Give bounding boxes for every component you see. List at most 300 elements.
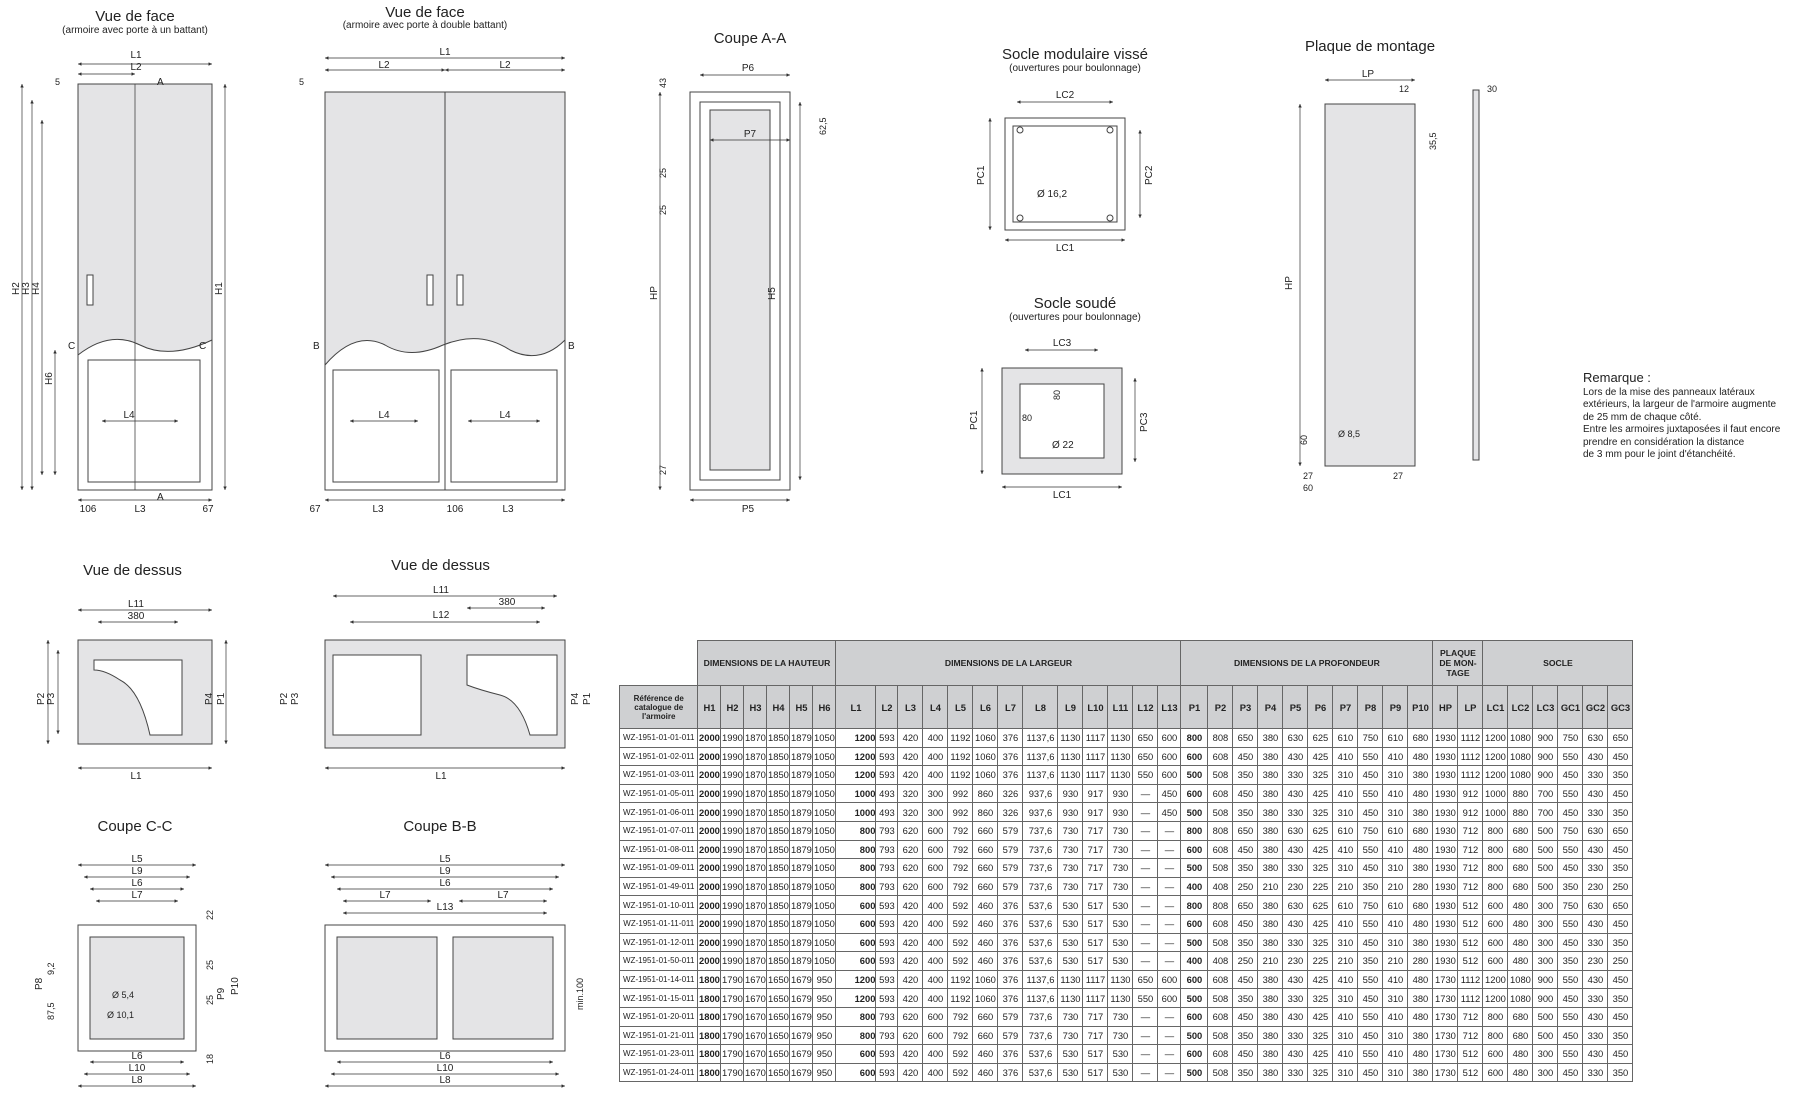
catalog-reference-cell: WZ-1951-01-11-011 bbox=[620, 914, 698, 933]
table-cell: 1137,6 bbox=[1023, 989, 1058, 1008]
dim-P9: P9 bbox=[216, 987, 227, 1000]
table-cell: 2000 bbox=[698, 803, 721, 822]
table-cell: 380 bbox=[1258, 914, 1283, 933]
table-cell: 376 bbox=[998, 989, 1023, 1008]
table-row bbox=[620, 747, 1633, 766]
table-cell: 792 bbox=[948, 821, 973, 840]
table-cell: 550 bbox=[1558, 970, 1583, 989]
dim-L1-top-single: L1 bbox=[130, 771, 142, 782]
dim-27-c: 27 bbox=[1393, 471, 1404, 481]
table-cell: 550 bbox=[1558, 784, 1583, 803]
table-cell: 425 bbox=[1308, 914, 1333, 933]
table-row bbox=[620, 803, 1633, 822]
table-cell: 420 bbox=[898, 933, 923, 952]
table-cell: 1080 bbox=[1508, 970, 1533, 989]
table-cell: 380 bbox=[1258, 766, 1283, 785]
table-cell: 1050 bbox=[813, 821, 836, 840]
table-cell: 450 bbox=[1358, 1026, 1383, 1045]
catalog-reference-cell: WZ-1951-01-01-011 bbox=[620, 729, 698, 748]
table-cell: 550 bbox=[1358, 914, 1383, 933]
table-cell: 1790 bbox=[721, 1063, 744, 1082]
table-cell: 717 bbox=[1083, 821, 1108, 840]
table-cell: 900 bbox=[1533, 729, 1558, 748]
table-cell: 917 bbox=[1083, 803, 1108, 822]
table-cell: — bbox=[1158, 840, 1181, 859]
table-cell: 537,6 bbox=[1023, 933, 1058, 952]
table-cell: 230 bbox=[1283, 952, 1308, 971]
catalog-reference-cell: WZ-1951-01-24-011 bbox=[620, 1063, 698, 1082]
dim-P1-single: P1 bbox=[216, 692, 227, 705]
dim-L11-double: L11 bbox=[433, 585, 449, 596]
table-cell: 350 bbox=[1608, 933, 1633, 952]
dim-P3-double: P3 bbox=[290, 692, 301, 705]
table-row bbox=[620, 784, 1633, 803]
table-cell: 793 bbox=[876, 859, 898, 878]
table-row bbox=[620, 914, 1633, 933]
column-header-h2: H2 bbox=[721, 686, 744, 729]
table-cell: 450 bbox=[1358, 766, 1383, 785]
dim-L5-cc: L5 bbox=[131, 854, 143, 865]
table-cell: 1650 bbox=[767, 1026, 790, 1045]
catalog-reference-cell: WZ-1951-01-10-011 bbox=[620, 896, 698, 915]
table-cell: 1200 bbox=[836, 970, 876, 989]
table-cell: 410 bbox=[1333, 1045, 1358, 1064]
table-cell: 517 bbox=[1083, 1063, 1108, 1082]
table-cell: 280 bbox=[1408, 877, 1433, 896]
table-cell: 376 bbox=[998, 747, 1023, 766]
table-cell: 650 bbox=[1233, 821, 1258, 840]
dim-H6: H6 bbox=[44, 372, 55, 385]
table-cell: 630 bbox=[1283, 729, 1308, 748]
table-cell: 730 bbox=[1058, 1007, 1083, 1026]
table-cell: 310 bbox=[1333, 1063, 1358, 1082]
table-cell: 1800 bbox=[698, 989, 721, 1008]
table-cell: 1870 bbox=[744, 896, 767, 915]
table-cell: 450 bbox=[1358, 1063, 1383, 1082]
table-cell: 430 bbox=[1583, 747, 1608, 766]
table-cell: 1080 bbox=[1508, 729, 1533, 748]
table-cell: 500 bbox=[1181, 859, 1208, 878]
column-header-p10: P10 bbox=[1408, 686, 1433, 729]
table-cell: 425 bbox=[1308, 840, 1333, 859]
table-cell: 737,6 bbox=[1023, 1007, 1058, 1026]
table-cell: 950 bbox=[813, 1026, 836, 1045]
table-cell: 600 bbox=[836, 914, 876, 933]
table-cell: 500 bbox=[1533, 821, 1558, 840]
table-cell: 1879 bbox=[790, 821, 813, 840]
table-cell: 320 bbox=[898, 784, 923, 803]
table-cell: 508 bbox=[1208, 1026, 1233, 1045]
table-cell: 593 bbox=[876, 729, 898, 748]
table-cell: 300 bbox=[923, 803, 948, 822]
table-cell: 500 bbox=[1181, 803, 1208, 822]
column-header-l5: L5 bbox=[948, 686, 973, 729]
remark-line: Lors de la mise des panneaux latéraux bbox=[1583, 386, 1755, 398]
table-cell: 1050 bbox=[813, 896, 836, 915]
table-cell: 425 bbox=[1308, 747, 1333, 766]
table-cell: 1112 bbox=[1458, 747, 1483, 766]
table-cell: 537,6 bbox=[1023, 914, 1058, 933]
table-cell: 480 bbox=[1508, 952, 1533, 971]
table-cell: 450 bbox=[1233, 1007, 1258, 1026]
table-cell: 512 bbox=[1458, 933, 1483, 952]
column-header-hp: HP bbox=[1433, 686, 1458, 729]
table-cell: 230 bbox=[1583, 877, 1608, 896]
base-screwed-title: Socle modulaire vissé bbox=[1002, 46, 1148, 63]
table-cell: 550 bbox=[1358, 840, 1383, 859]
table-cell: 579 bbox=[998, 1007, 1023, 1026]
table-cell: 280 bbox=[1408, 952, 1433, 971]
table-cell: 592 bbox=[948, 1045, 973, 1064]
table-cell: 680 bbox=[1508, 859, 1533, 878]
table-cell: — bbox=[1133, 1045, 1158, 1064]
table-cell: 1200 bbox=[1483, 729, 1508, 748]
table-cell: 1670 bbox=[744, 1007, 767, 1026]
table-cell: 1000 bbox=[836, 803, 876, 822]
table-cell: 1050 bbox=[813, 933, 836, 952]
table-cell: 608 bbox=[1208, 840, 1233, 859]
table-cell: 579 bbox=[998, 821, 1023, 840]
table-cell: 1137,6 bbox=[1023, 747, 1058, 766]
table-cell: 460 bbox=[973, 914, 998, 933]
table-cell: 750 bbox=[1558, 896, 1583, 915]
table-cell: 860 bbox=[973, 803, 998, 822]
table-cell: 450 bbox=[1233, 914, 1258, 933]
table-cell: 1850 bbox=[767, 784, 790, 803]
table-cell: 650 bbox=[1133, 747, 1158, 766]
table-cell: 660 bbox=[973, 821, 998, 840]
dim-LC3: LC3 bbox=[1052, 338, 1072, 349]
dim-12: 12 bbox=[1399, 84, 1410, 94]
dim-H3: H3 bbox=[21, 282, 32, 295]
table-cell: 1930 bbox=[1433, 859, 1458, 878]
table-cell: 992 bbox=[948, 784, 973, 803]
table-cell: 930 bbox=[1108, 803, 1133, 822]
table-row bbox=[620, 840, 1633, 859]
table-cell: 450 bbox=[1158, 784, 1181, 803]
table-cell: 1200 bbox=[1483, 989, 1508, 1008]
table-cell: 1192 bbox=[948, 970, 973, 989]
dim-L6-bb-bottom: L6 bbox=[439, 1051, 451, 1062]
table-cell: 608 bbox=[1208, 747, 1233, 766]
table-cell: 793 bbox=[876, 877, 898, 896]
table-cell: 579 bbox=[998, 877, 1023, 896]
table-cell: 230 bbox=[1583, 952, 1608, 971]
table-cell: 376 bbox=[998, 896, 1023, 915]
table-cell: 410 bbox=[1333, 1007, 1358, 1026]
table-cell: 650 bbox=[1608, 896, 1633, 915]
table-cell: 730 bbox=[1108, 877, 1133, 896]
table-row bbox=[620, 877, 1633, 896]
column-header-lc3: LC3 bbox=[1533, 686, 1558, 729]
dim-L1: L1 bbox=[130, 50, 142, 61]
dim-P8: P8 bbox=[34, 977, 45, 990]
table-cell: 630 bbox=[1283, 821, 1308, 840]
table-cell: 450 bbox=[1233, 1045, 1258, 1064]
table-cell: 330 bbox=[1283, 1063, 1308, 1082]
table-cell: 210 bbox=[1383, 952, 1408, 971]
dim-L4-double-right: L4 bbox=[499, 410, 511, 421]
column-header-l8: L8 bbox=[1023, 686, 1058, 729]
table-cell: 480 bbox=[1508, 1063, 1533, 1082]
table-cell: 210 bbox=[1333, 877, 1358, 896]
table-cell: 1870 bbox=[744, 747, 767, 766]
column-header-l7: L7 bbox=[998, 686, 1023, 729]
table-cell: 410 bbox=[1383, 1007, 1408, 1026]
catalog-reference-cell: WZ-1951-01-02-011 bbox=[620, 747, 698, 766]
table-cell: 579 bbox=[998, 859, 1023, 878]
table-cell: 1930 bbox=[1433, 803, 1458, 822]
table-cell: 380 bbox=[1258, 896, 1283, 915]
table-cell: 1930 bbox=[1433, 729, 1458, 748]
table-cell: 2000 bbox=[698, 933, 721, 952]
dim-d16-2: Ø 16,2 bbox=[1037, 189, 1068, 200]
table-cell: 937,6 bbox=[1023, 803, 1058, 822]
table-cell: 1117 bbox=[1083, 989, 1108, 1008]
front-view-double-door bbox=[299, 47, 575, 515]
table-cell: 600 bbox=[1483, 1063, 1508, 1082]
table-cell: 310 bbox=[1383, 766, 1408, 785]
table-cell: 950 bbox=[813, 1063, 836, 1082]
table-cell: 1670 bbox=[744, 1026, 767, 1045]
table-cell: 420 bbox=[898, 1063, 923, 1082]
table-cell: 480 bbox=[1508, 914, 1533, 933]
table-cell: 800 bbox=[1483, 877, 1508, 896]
dim-L7-bb-right: L7 bbox=[497, 890, 509, 901]
table-row bbox=[620, 970, 1633, 989]
table-cell: 550 bbox=[1558, 747, 1583, 766]
table-cell: 210 bbox=[1333, 952, 1358, 971]
column-header-lc1: LC1 bbox=[1483, 686, 1508, 729]
table-cell: 380 bbox=[1258, 1026, 1283, 1045]
dim-18: 18 bbox=[205, 1053, 215, 1064]
table-cell: — bbox=[1158, 877, 1181, 896]
column-header-gc2: GC2 bbox=[1583, 686, 1608, 729]
table-cell: 517 bbox=[1083, 933, 1108, 952]
table-cell: 610 bbox=[1383, 896, 1408, 915]
table-body bbox=[620, 729, 1633, 1082]
table-row bbox=[620, 729, 1633, 748]
table-cell: 517 bbox=[1083, 914, 1108, 933]
section-cc-title: Coupe C-C bbox=[97, 818, 173, 835]
table-cell: 330 bbox=[1283, 803, 1308, 822]
table-cell: 550 bbox=[1133, 989, 1158, 1008]
table-cell: 600 bbox=[923, 1026, 948, 1045]
table-cell: 600 bbox=[836, 896, 876, 915]
table-cell: 326 bbox=[998, 803, 1023, 822]
dim-30: 30 bbox=[1487, 84, 1498, 94]
table-cell: 1870 bbox=[744, 803, 767, 822]
table-cell: 300 bbox=[1533, 1063, 1558, 1082]
table-cell: 480 bbox=[1408, 1045, 1433, 1064]
dim-d5-4: Ø 5,4 bbox=[112, 990, 135, 1000]
table-cell: 750 bbox=[1358, 821, 1383, 840]
table-cell: 600 bbox=[1158, 729, 1181, 748]
table-cell: 376 bbox=[998, 933, 1023, 952]
table-cell: 350 bbox=[1558, 877, 1583, 896]
table-cell: 325 bbox=[1308, 803, 1333, 822]
table-cell: 230 bbox=[1283, 877, 1308, 896]
table-cell: — bbox=[1158, 952, 1181, 971]
table-cell: 530 bbox=[1058, 952, 1083, 971]
table-cell: 650 bbox=[1233, 896, 1258, 915]
table-cell: 400 bbox=[1181, 877, 1208, 896]
table-cell: 1990 bbox=[721, 914, 744, 933]
table-cell: 1850 bbox=[767, 933, 790, 952]
table-cell: 1990 bbox=[721, 840, 744, 859]
table-cell: 380 bbox=[1258, 803, 1283, 822]
table-cell: — bbox=[1133, 784, 1158, 803]
table-cell: 808 bbox=[1208, 896, 1233, 915]
dim-L9-cc: L9 bbox=[131, 866, 143, 877]
table-cell: — bbox=[1133, 877, 1158, 896]
table-cell: 930 bbox=[1058, 803, 1083, 822]
table-cell: 1050 bbox=[813, 840, 836, 859]
table-cell: 900 bbox=[1533, 747, 1558, 766]
table-cell: 792 bbox=[948, 1007, 973, 1026]
table-cell: 550 bbox=[1558, 1007, 1583, 1026]
table-cell: 430 bbox=[1283, 840, 1308, 859]
table-cell: 380 bbox=[1408, 859, 1433, 878]
dim-25-a: 25 bbox=[658, 167, 668, 178]
table-cell: 712 bbox=[1458, 821, 1483, 840]
table-cell: 410 bbox=[1383, 1045, 1408, 1064]
table-cell: 500 bbox=[1533, 1026, 1558, 1045]
table-cell: 530 bbox=[1108, 952, 1133, 971]
table-cell: 712 bbox=[1458, 859, 1483, 878]
table-cell: 300 bbox=[1533, 933, 1558, 952]
dim-L11-single: L11 bbox=[128, 599, 144, 610]
table-cell: 350 bbox=[1608, 803, 1633, 822]
table-cell: 1990 bbox=[721, 784, 744, 803]
column-header-p2: P2 bbox=[1208, 686, 1233, 729]
table-cell: 800 bbox=[836, 821, 876, 840]
dim-PC2: PC2 bbox=[1144, 165, 1155, 185]
table-cell: 1730 bbox=[1433, 1063, 1458, 1082]
table-cell: 325 bbox=[1308, 933, 1333, 952]
table-cell: 430 bbox=[1583, 970, 1608, 989]
table-cell: 593 bbox=[876, 914, 898, 933]
table-cell: 512 bbox=[1458, 914, 1483, 933]
table-cell: 250 bbox=[1233, 877, 1258, 896]
table-cell: 593 bbox=[876, 989, 898, 1008]
table-cell: 310 bbox=[1383, 1063, 1408, 1082]
table-cell: 330 bbox=[1283, 766, 1308, 785]
table-cell: 380 bbox=[1408, 803, 1433, 822]
dim-P6: P6 bbox=[741, 63, 755, 74]
table-cell: 593 bbox=[876, 1063, 898, 1082]
column-header-lp: LP bbox=[1458, 686, 1483, 729]
table-cell: 800 bbox=[1181, 896, 1208, 915]
catalog-reference-cell: WZ-1951-01-49-011 bbox=[620, 877, 698, 896]
table-cell: 210 bbox=[1383, 877, 1408, 896]
table-cell: 430 bbox=[1283, 970, 1308, 989]
table-cell: 300 bbox=[1533, 1045, 1558, 1064]
table-cell: 512 bbox=[1458, 1063, 1483, 1082]
table-cell: 800 bbox=[836, 859, 876, 878]
table-cell: 2000 bbox=[698, 914, 721, 933]
table-cell: 608 bbox=[1208, 1007, 1233, 1026]
table-cell: — bbox=[1133, 840, 1158, 859]
table-row bbox=[620, 1007, 1633, 1026]
table-cell: 410 bbox=[1333, 747, 1358, 766]
table-cell: 460 bbox=[973, 1045, 998, 1064]
table-cell: 1679 bbox=[790, 1026, 813, 1045]
front-single-title: Vue de face bbox=[95, 8, 175, 25]
table-cell: 420 bbox=[898, 1045, 923, 1064]
table-cell: — bbox=[1133, 1026, 1158, 1045]
table-row bbox=[620, 1045, 1633, 1064]
table-cell: 450 bbox=[1608, 1045, 1633, 1064]
column-header-gc3: GC3 bbox=[1608, 686, 1633, 729]
table-cell: 350 bbox=[1233, 766, 1258, 785]
table-cell: 420 bbox=[898, 914, 923, 933]
table-cell: 380 bbox=[1408, 989, 1433, 1008]
table-cell: 1930 bbox=[1433, 747, 1458, 766]
table-cell: 310 bbox=[1333, 859, 1358, 878]
table-cell: 1117 bbox=[1083, 729, 1108, 748]
table-cell: 912 bbox=[1458, 784, 1483, 803]
table-cell: 600 bbox=[923, 1007, 948, 1026]
dim-L6-cc: L6 bbox=[131, 878, 143, 889]
dim-L5-bb: L5 bbox=[439, 854, 451, 865]
table-cell: 410 bbox=[1383, 747, 1408, 766]
table-cell: 950 bbox=[813, 1045, 836, 1064]
table-cell: 500 bbox=[1533, 877, 1558, 896]
table-cell: 730 bbox=[1108, 840, 1133, 859]
table-cell: 1679 bbox=[790, 1045, 813, 1064]
dim-L2: L2 bbox=[130, 62, 142, 73]
table-cell: 1192 bbox=[948, 766, 973, 785]
table-cell: 512 bbox=[1458, 952, 1483, 971]
column-header-h6: H6 bbox=[813, 686, 836, 729]
table-cell: 1200 bbox=[836, 766, 876, 785]
table-cell: 325 bbox=[1308, 1026, 1333, 1045]
table-cell: 310 bbox=[1383, 933, 1408, 952]
table-cell: 480 bbox=[1508, 933, 1533, 952]
table-cell: 1879 bbox=[790, 896, 813, 915]
dim-35-5: 35,5 bbox=[1428, 132, 1438, 150]
catalog-reference-cell: WZ-1951-01-06-011 bbox=[620, 803, 698, 822]
table-cell: 737,6 bbox=[1023, 1026, 1058, 1045]
table-cell: 1080 bbox=[1508, 989, 1533, 1008]
table-cell: 1870 bbox=[744, 933, 767, 952]
column-header-p9: P9 bbox=[1383, 686, 1408, 729]
table-cell: 480 bbox=[1408, 840, 1433, 859]
table-cell: 600 bbox=[836, 933, 876, 952]
table-cell: 1800 bbox=[698, 1026, 721, 1045]
table-cell: 508 bbox=[1208, 989, 1233, 1008]
table-cell: 310 bbox=[1383, 803, 1408, 822]
table-cell: 425 bbox=[1308, 1007, 1333, 1026]
catalog-reference-cell: WZ-1951-01-15-011 bbox=[620, 989, 698, 1008]
table-cell: 680 bbox=[1508, 1026, 1533, 1045]
dim-P4-double: P4 bbox=[570, 692, 581, 705]
table-cell: 1130 bbox=[1058, 970, 1083, 989]
table-cell: 350 bbox=[1358, 877, 1383, 896]
table-cell: 593 bbox=[876, 952, 898, 971]
mounting-plate-drawing bbox=[1284, 69, 1497, 493]
table-cell: 2000 bbox=[698, 784, 721, 803]
table-cell: 1060 bbox=[973, 766, 998, 785]
table-cell: 1850 bbox=[767, 747, 790, 766]
table-cell: 450 bbox=[1608, 1007, 1633, 1026]
dim-L1-double: L1 bbox=[439, 47, 451, 58]
dim-25-d: 25 bbox=[205, 994, 215, 1005]
column-header-p8: P8 bbox=[1358, 686, 1383, 729]
table-cell: 350 bbox=[1608, 1026, 1633, 1045]
table-cell: 1060 bbox=[973, 989, 998, 1008]
